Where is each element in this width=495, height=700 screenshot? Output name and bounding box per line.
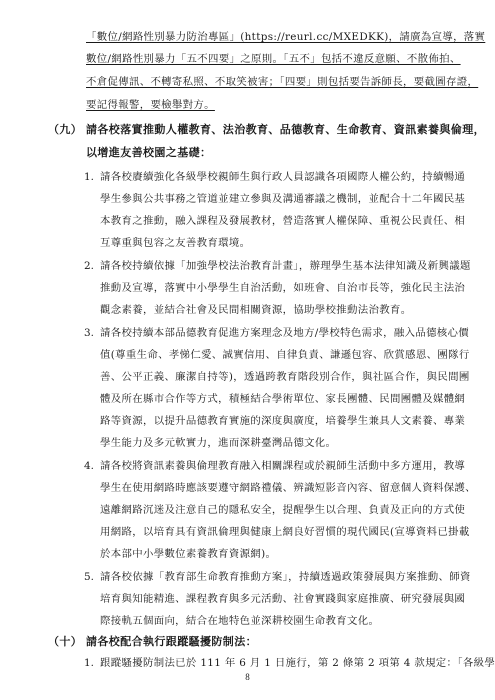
item-1-line-4: 互尊重與包容之友善教育環境。 [100, 237, 251, 249]
section-10-item-1-line-1: 跟蹤騷擾防制法已於 111 年 6 月 1 日施行，第 2 條第 2 項第 4 款規定：「各級學 [100, 657, 495, 669]
section-9-title-line-1: 請各校落實推動人權教育、法治教育、品德教育、生命教育、資訊素養與倫理， [86, 123, 485, 136]
intro-line-3: 不倉促傳訊、不轉寄私照、不取笑被害；「四要」則包括要告訴師長，要截圖存證， [86, 76, 479, 88]
item-5-line-2: 培育與知能精進、課程教育與多元活動、社會實踐與家庭推廣、研究發展與國 [100, 593, 466, 605]
item-4-line-3: 遠離網路沉迷及注意自己的隱私安全，提醒學生以合理、負責及正向的方式使 [100, 504, 466, 516]
section-9-marker: （九） [48, 123, 83, 136]
item-number: 5. [84, 571, 94, 583]
item-4-line-4: 用網路，以培育具有資訊倫理與健康上網良好習慣的現代國民(宣導資料已掛載 [100, 526, 470, 538]
item-2-line-3: 觀念素養，並結合社會及民間相關資源，協助學校推動法治教育。 [100, 304, 412, 316]
page-number: 8 [245, 672, 250, 682]
item-3-line-1: 請各校持續本部品德教育促進方案理念及地方/學校特色需求，融入品德核心價 [100, 327, 470, 339]
item-number: 1. [84, 171, 94, 183]
item-4-line-5: 於本部中小學數位素養教育資源網)。 [100, 548, 277, 560]
item-3-line-4: 體及所在縣市合作等方式，積極結合學術單位、家長團體、民間團體及媒體網 [100, 393, 466, 405]
item-5-line-1: 請各校依據「教育部生命教育推動方案」，持續透過政策發展與方案推動、師資 [100, 571, 471, 583]
item-number: 3. [84, 327, 94, 339]
intro-line-1: 「數位/網路性別暴力防治專區」(https://reurl.cc/MXEDKK)，請廣為宣導，落實 [86, 31, 486, 43]
item-5-line-3: 際接軌五個面向，結合在地特色並深耕校園生命教育文化。 [100, 615, 380, 627]
item-3-line-5: 路等資源，以提升品德教育實施的深度與廣度，培養學生兼具人文素養、專業 [100, 415, 466, 427]
item-1-line-3: 本教育之推動，融入課程及發展教材，營造落實人權保障、重視公民責任、相 [100, 215, 466, 227]
section-10-title: 請各校配合執行跟蹤騷擾防制法： [86, 635, 257, 648]
intro-line-2: 數位/網路性別暴力「五不四要」之原則。「五不」包括不違反意願、不散佈拍、 [86, 53, 461, 65]
section-9-title-line-2: 以增進友善校園之基礎： [86, 146, 212, 159]
item-3-line-2: 值(尊重生命、孝悌仁愛、誠實信用、自律負責、謙遜包容、欣賞感恩、團隊行 [100, 349, 470, 361]
item-3-line-6: 學生能力及多元軟實力，進而深耕臺灣品德文化。 [100, 437, 337, 449]
item-4-line-1: 請各校將資訊素養與倫理教育融入相關課程或於親師生活動中多方運用，教導 [100, 460, 466, 472]
item-2-line-2: 推動及宣導，落實中小學學生自治活動，如班會、自治市長等，強化民主法治 [100, 282, 466, 294]
item-3-line-3: 善、公平正義、廉潔自持等)，透過跨教育階段別合作，與社區合作，與民間團 [100, 371, 470, 383]
item-1-line-2: 學生參與公共事務之管道並建立參與及溝通審議之機制，並配合十二年國民基 [100, 193, 466, 205]
item-number: 4. [84, 460, 94, 472]
item-number: 2. [84, 260, 94, 272]
intro-line-4: 要記得報警，要檢舉對方。 [86, 99, 215, 111]
item-1-line-1: 請各校賡續強化各級學校親師生與行政人員認識各項國際人權公約，持續暢通 [100, 171, 466, 183]
item-2-line-1: 請各校持續依據「加強學校法治教育計畫」，辦理學生基本法律知識及新興議題 [100, 260, 471, 272]
section-10-marker: （十） [48, 635, 83, 648]
item-number: 1. [84, 657, 94, 669]
item-4-line-2: 學生在使用網路時應該要遵守網路禮儀、辨識短影音內容、留意個人資料保護、 [100, 482, 476, 494]
